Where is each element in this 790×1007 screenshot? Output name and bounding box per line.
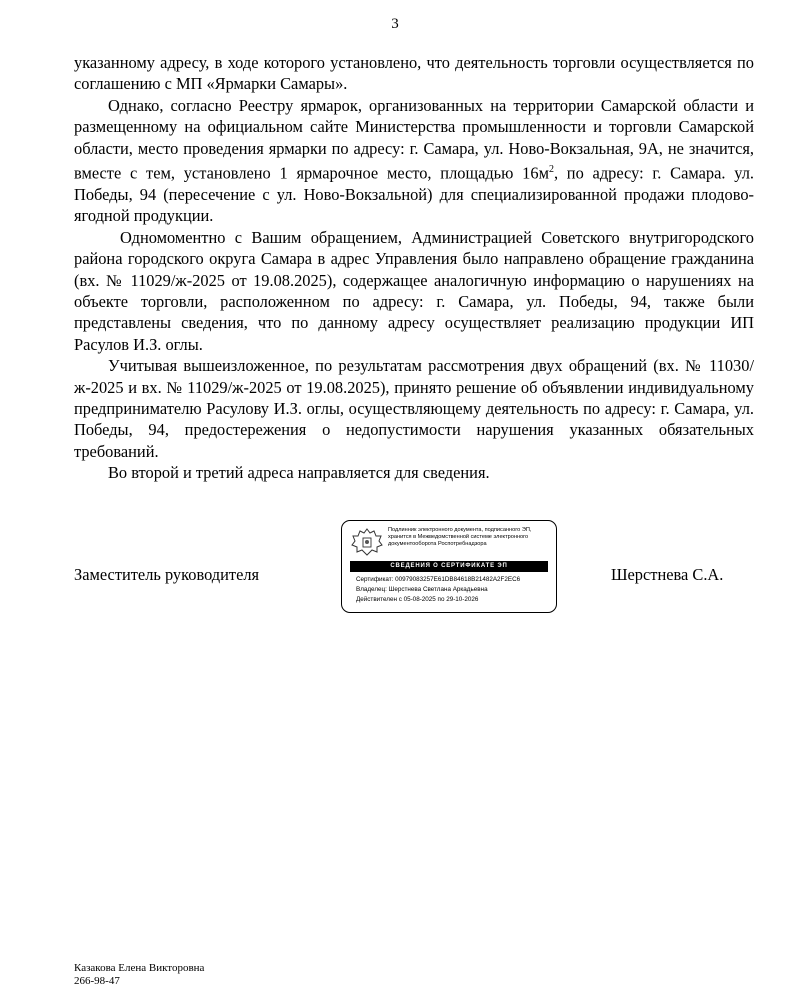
executor-info bbox=[74, 962, 204, 988]
executor-phone: 266-98-47 bbox=[74, 975, 120, 987]
paragraph-4: Учитывая вышеизложенное, по результатам рассмотрения двух обращений (вх. № 11030/ж-2025 и вх. № 11029/ж-2025 от 19.08.2025), принято решение об объявлении индивидуальному предпринимателю Расулову И.З. оглы, осуществляющему деятельность по адресу: г. Самара, ул. Победы, 94, предостережения о недопустимости нарушения указанных обязательных требований. bbox=[74, 356, 754, 461]
paragraph-2-text-b: , по адресу: г. Самара. ул. Победы, 94 (пересечение с ул. Ново-Вокзальной) для специализированной продажи плодово-ягодной продукции. bbox=[74, 163, 754, 226]
paragraph-2-text-a: Однако, согласно Реестру ярмарок, организованных на территории Самарской области и размещенному на официальном сайте Министерства промышленности и торговли Самарской области, место проведения ярмарки по адресу: г. Самара, ул. Ново-Вокзальная, 9А, не значится, вместе с тем, установлено 1 ярмарочное место, площадью 16м bbox=[74, 95, 754, 183]
signer-title: Заместитель руководителя bbox=[74, 565, 260, 584]
executor-name: Казакова Елена Викторовна bbox=[74, 962, 205, 974]
paragraph-3: Одномоментно с Вашим обращением, Администрацией Советского внутригородского района городского округа Самара в адрес Управления было направлено обращение гражданина (вх. № 11029/ж-2025 от 19.08.2025), содержащее аналогичную информацию о нарушениях на объекте торговли, расположенном по адресу: г. Самара, ул. Победы, 94, также были представлены сведения, что по данному адресу осуществляет реализацию продукции ИП Расулов И.З. оглы. bbox=[74, 227, 754, 354]
signer-name: Шерстнева С.А. bbox=[611, 565, 724, 584]
page-number: 3 bbox=[391, 16, 399, 32]
letter-body bbox=[74, 52, 754, 484]
certificate-number: Сертификат: 00979083257E61DB84618B21482A2F2EC6 bbox=[356, 576, 521, 583]
certificate-validity: Действителен с 05-08-2025 по 29-10-2026 bbox=[356, 596, 479, 603]
certificate-owner: Владелец: Шерстнева Светлана Аркадьевна bbox=[356, 586, 488, 593]
stamp-band: СВЕДЕНИЯ О СЕРТИФИКАТЕ ЭП bbox=[350, 561, 548, 572]
stamp-note: Подлинник электронного документа, подписанного ЭП, хранится в Межведомственной системе электронного документооборота Роспотребнадзора bbox=[388, 527, 532, 547]
paragraph-2 bbox=[74, 95, 754, 227]
paragraph-1: указанному адресу, в ходе которого установлено, что деятельность торговли осуществляется по соглашению с МП «Ярмарки Самары». bbox=[74, 53, 754, 94]
coat-of-arms-icon bbox=[350, 527, 384, 557]
electronic-signature-stamp bbox=[341, 520, 557, 613]
superscript-2: 2 bbox=[548, 164, 554, 176]
paragraph-5: Во второй и третий адреса направляется для сведения. bbox=[108, 463, 490, 483]
